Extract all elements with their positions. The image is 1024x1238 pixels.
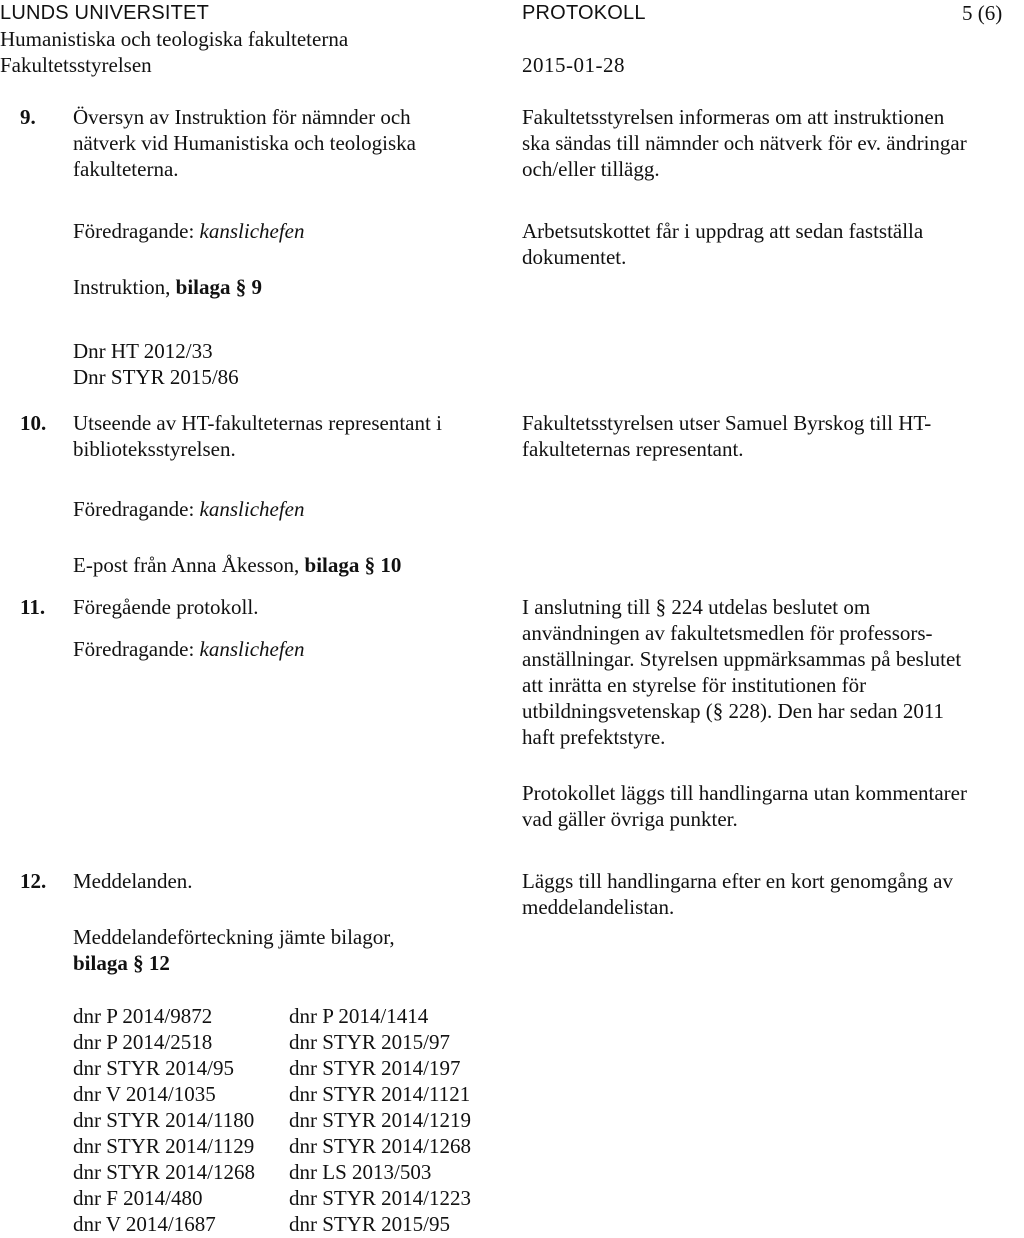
decision-line: och/eller tillägg. bbox=[522, 157, 660, 181]
board-name: Fakultetsstyrelsen bbox=[0, 53, 152, 77]
dnr-row bbox=[73, 1029, 519, 1055]
decision-line: Fakultetsstyrelsen informeras om att instruktionen bbox=[522, 105, 945, 129]
presenter-label: Föredragande: bbox=[73, 637, 200, 661]
item-left-column bbox=[73, 868, 493, 976]
presenter-line bbox=[73, 496, 493, 522]
presenter-line bbox=[73, 218, 493, 244]
doc-date: 2015-01-28 bbox=[522, 53, 625, 77]
attachment-prefix: Instruktion, bbox=[73, 275, 176, 299]
item-title-line: biblioteksstyrelsen. bbox=[73, 437, 236, 461]
item-number: 9. bbox=[20, 105, 36, 129]
dnr-line: Dnr STYR 2015/86 bbox=[73, 365, 239, 389]
dnr-entry: dnr V 2014/1687 bbox=[73, 1212, 216, 1236]
dnr-row bbox=[73, 1055, 519, 1081]
decision-line: Läggs till handlingarna efter en kort genomgång av bbox=[522, 869, 953, 893]
item-number: 11. bbox=[20, 595, 46, 619]
attachment-ref: bilaga § 10 bbox=[304, 553, 402, 577]
item-title-line: Utseende av HT-fakulteternas representant i bbox=[73, 411, 442, 435]
dnr-entry: dnr STYR 2014/1223 bbox=[289, 1186, 472, 1210]
dnr-entry: dnr F 2014/480 bbox=[73, 1186, 203, 1210]
dnr-entry: dnr STYR 2015/97 bbox=[289, 1030, 451, 1054]
faculty-name: Humanistiska och teologiska fakulteterna bbox=[0, 27, 349, 51]
decision-line: I anslutning till § 224 utdelas beslutet om bbox=[522, 595, 871, 619]
item-decision bbox=[522, 594, 1022, 832]
dnr-entry: dnr STYR 2014/1268 bbox=[73, 1160, 256, 1184]
item-number: 12. bbox=[20, 869, 47, 893]
dnr-entry: dnr LS 2013/503 bbox=[289, 1160, 432, 1184]
decision-line: Fakultetsstyrelsen utser Samuel Byrskog till HT- bbox=[522, 411, 932, 435]
item-title-line: Meddelanden. bbox=[73, 869, 193, 893]
attachment-ref: bilaga § 9 bbox=[175, 275, 263, 299]
attachment-line bbox=[73, 274, 493, 300]
item-left-column bbox=[73, 410, 493, 578]
dnr-entry: dnr STYR 2014/1268 bbox=[289, 1134, 472, 1158]
decision-line: utbildningsvetenskap (§ 228). Den har sedan 2011 bbox=[522, 699, 945, 723]
attachment-ref: bilaga § 12 bbox=[73, 951, 170, 975]
org-name: LUNDS UNIVERSITET bbox=[0, 2, 209, 24]
decision-line: dokumentet. bbox=[522, 245, 627, 269]
decision-line: användningen av fakultetsmedlen för professors- bbox=[522, 621, 933, 645]
decision-line: att inrätta en styrelse för institutionen för bbox=[522, 673, 867, 697]
doc-type: PROTOKOLL bbox=[522, 2, 646, 24]
dnr-entry: dnr P 2014/2518 bbox=[73, 1030, 213, 1054]
item-title-line: nätverk vid Humanistiska och teologiska bbox=[73, 131, 416, 155]
attachment-line bbox=[73, 552, 493, 578]
dnr-row bbox=[73, 1107, 519, 1133]
attachment-line: Meddelandeförteckning jämte bilagor, bbox=[73, 925, 395, 949]
item-decision bbox=[522, 868, 1022, 920]
dnr-entry: dnr P 2014/1414 bbox=[289, 1004, 429, 1028]
presenter-name: kanslichefen bbox=[199, 497, 305, 521]
dnr-entry: dnr STYR 2014/95 bbox=[73, 1056, 235, 1080]
dnr-row bbox=[73, 1081, 519, 1107]
item-decision bbox=[522, 410, 1022, 462]
dnr-row bbox=[73, 1211, 519, 1237]
presenter-label: Föredragande: bbox=[73, 219, 200, 243]
dnr-line: Dnr HT 2012/33 bbox=[73, 339, 213, 363]
dnr-entry: dnr STYR 2014/197 bbox=[289, 1056, 461, 1080]
dnr-list bbox=[73, 1003, 519, 1237]
dnr-entry: dnr P 2014/9872 bbox=[73, 1004, 213, 1028]
dnr-entry: dnr STYR 2014/1180 bbox=[73, 1108, 255, 1132]
header-left bbox=[0, 0, 348, 78]
dnr-entry: dnr STYR 2014/1129 bbox=[73, 1134, 255, 1158]
item-title-line: fakulteterna. bbox=[73, 157, 179, 181]
dnr-entry: dnr STYR 2015/95 bbox=[289, 1212, 451, 1236]
attachment-prefix: E-post från Anna Åkesson, bbox=[73, 553, 305, 577]
dnr-row bbox=[73, 1159, 519, 1185]
decision-line: Arbetsutskottet får i uppdrag att sedan fastställa bbox=[522, 219, 924, 243]
decision-line: haft prefektstyre. bbox=[522, 725, 666, 749]
decision-line: meddelandelistan. bbox=[522, 895, 675, 919]
item-number: 10. bbox=[20, 411, 47, 435]
dnr-row bbox=[73, 1185, 519, 1211]
item-left-column bbox=[73, 594, 493, 662]
dnr-row bbox=[73, 1003, 519, 1029]
page-number: 5 (6) bbox=[962, 1, 1003, 25]
dnr-row bbox=[73, 1133, 519, 1159]
decision-line: anställningar. Styrelsen uppmärksammas på beslutet bbox=[522, 647, 962, 671]
item-decision bbox=[522, 104, 1022, 270]
presenter-name: kanslichefen bbox=[199, 637, 305, 661]
item-left-column bbox=[73, 104, 493, 390]
presenter-name: kanslichefen bbox=[199, 219, 305, 243]
presenter-line bbox=[73, 636, 493, 662]
decision-line: Protokollet läggs till handlingarna utan kommentarer bbox=[522, 781, 967, 805]
dnr-entry: dnr STYR 2014/1121 bbox=[289, 1082, 471, 1106]
presenter-label: Föredragande: bbox=[73, 497, 200, 521]
dnr-entry: dnr V 2014/1035 bbox=[73, 1082, 216, 1106]
decision-line: fakulteternas representant. bbox=[522, 437, 744, 461]
item-title-line: Översyn av Instruktion för nämnder och bbox=[73, 105, 411, 129]
decision-line: vad gäller övriga punkter. bbox=[522, 807, 738, 831]
decision-line: ska sändas till nämnder och nätverk för ev. ändringar bbox=[522, 131, 967, 155]
item-title-line: Föregående protokoll. bbox=[73, 595, 259, 619]
dnr-entry: dnr STYR 2014/1219 bbox=[289, 1108, 472, 1132]
